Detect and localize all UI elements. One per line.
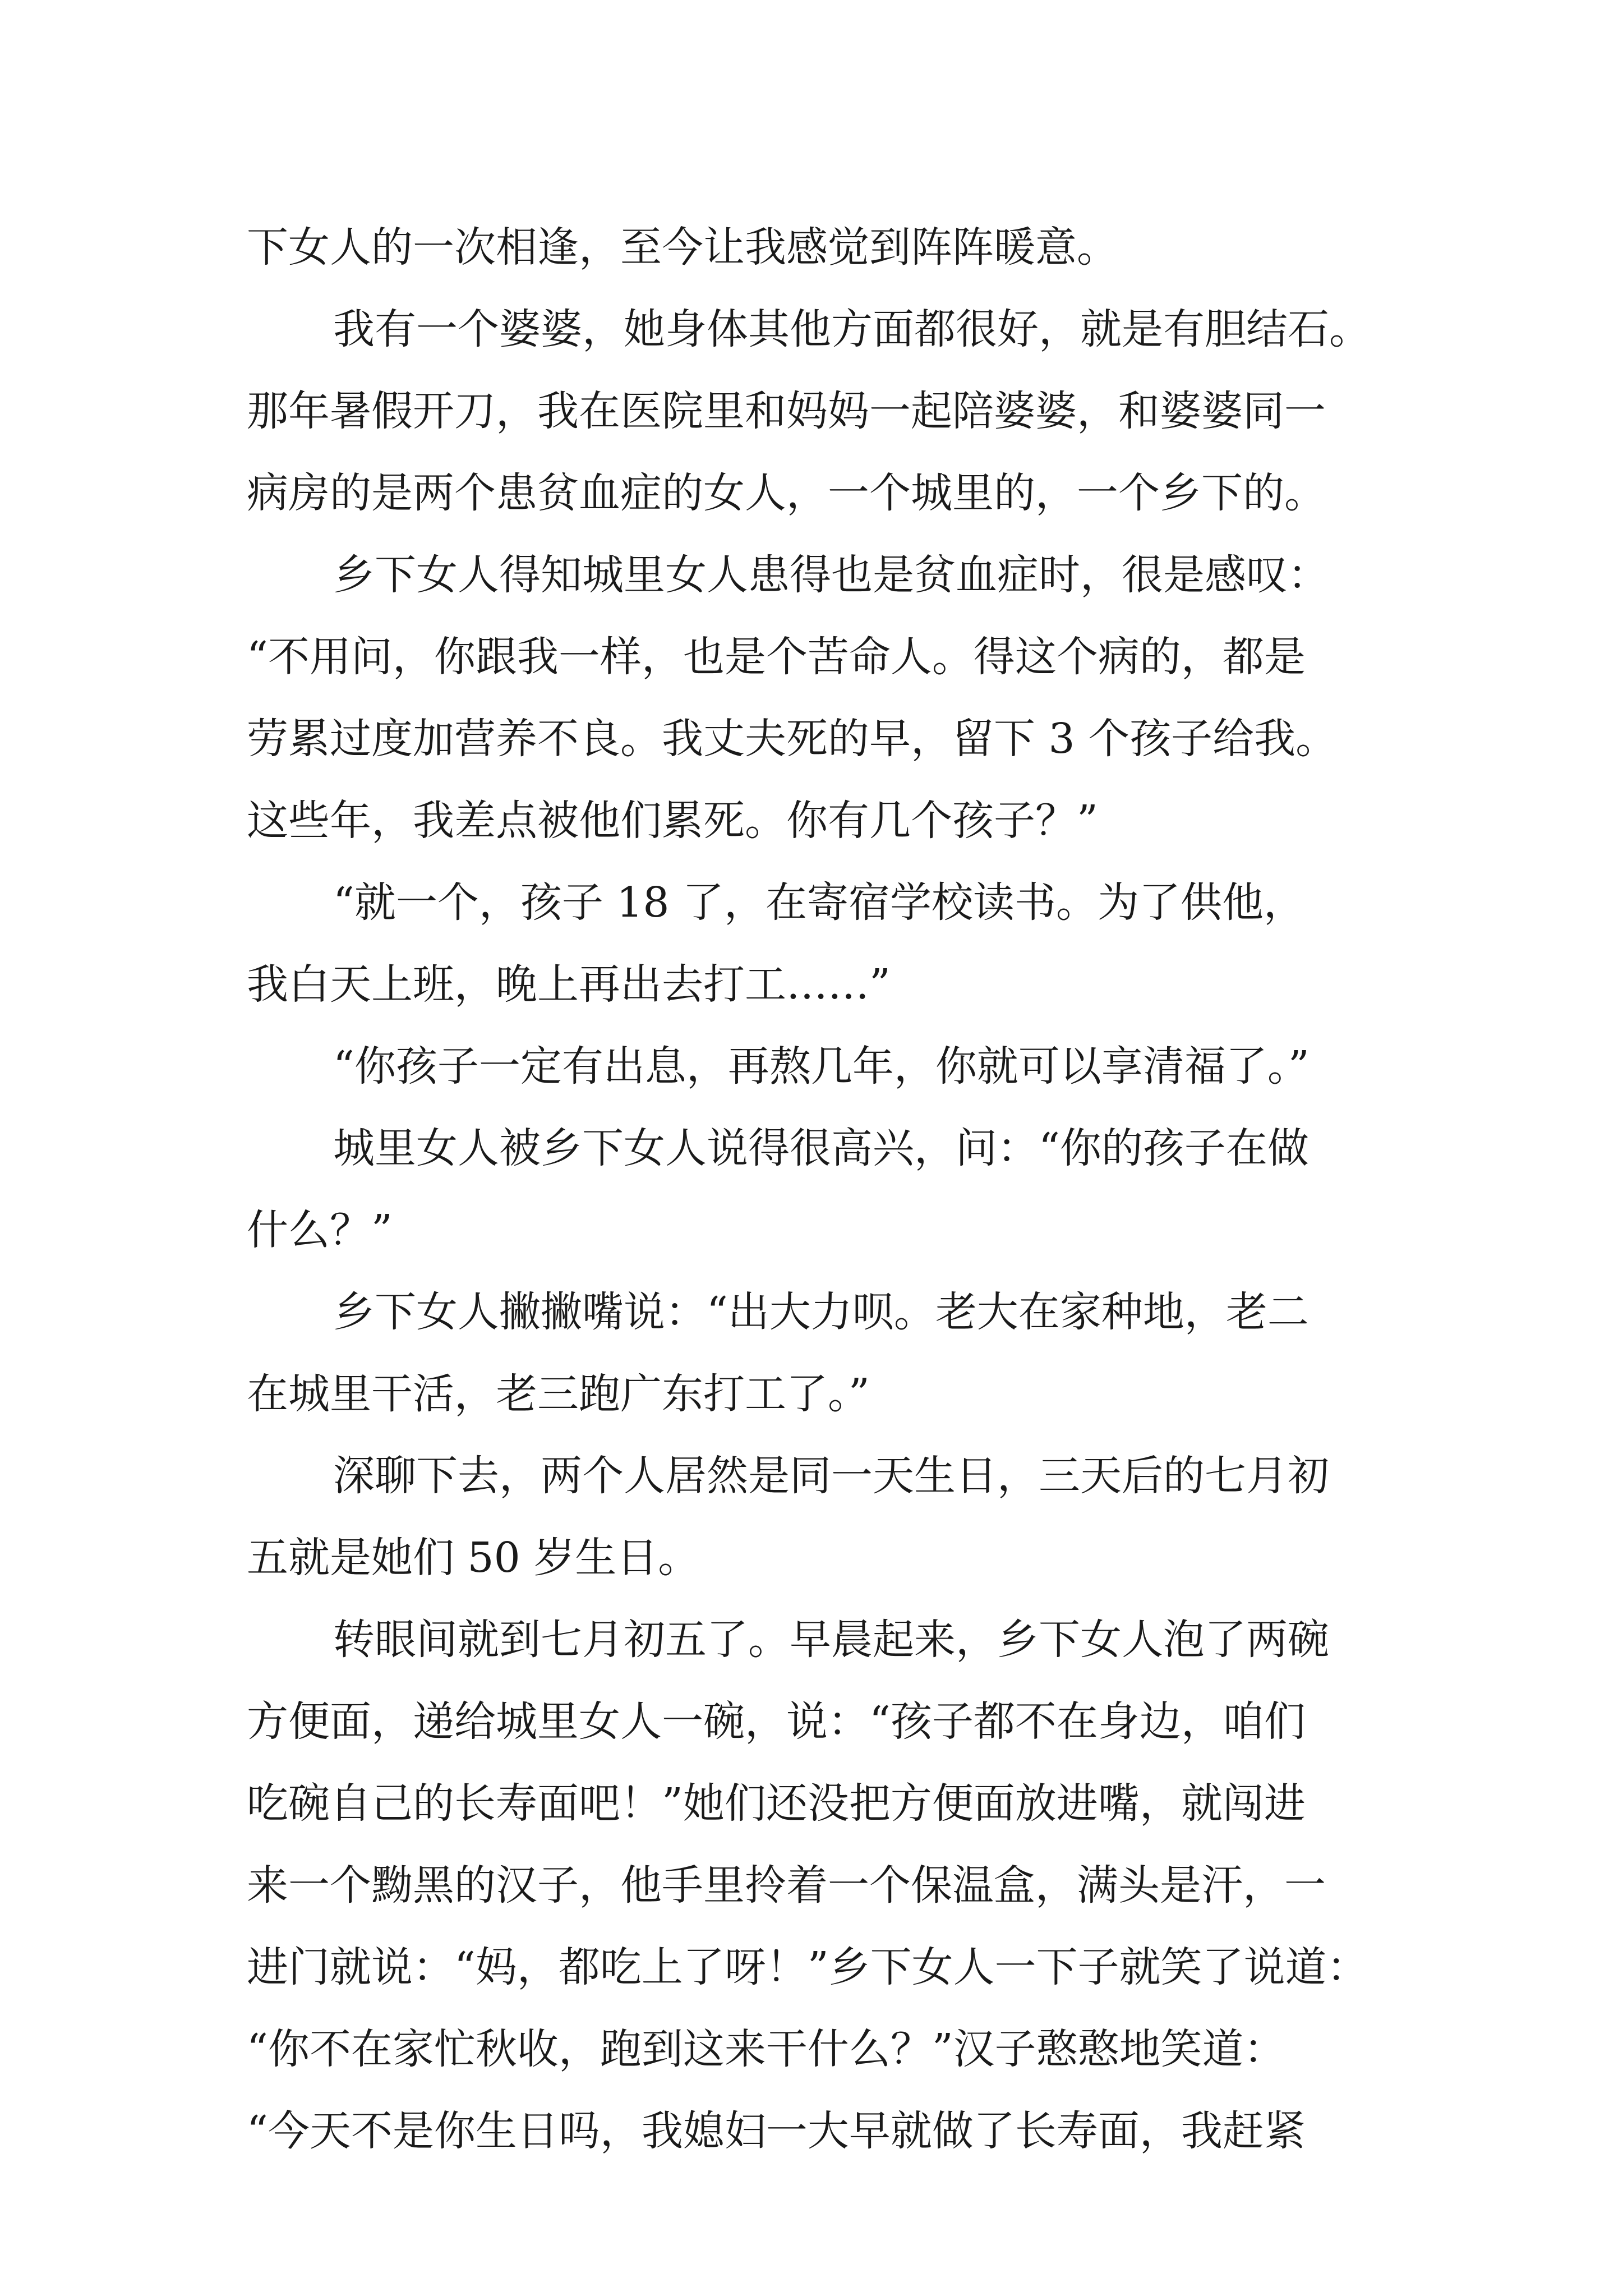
text-line: “你不在家忙秋收，跑到这来干什么？”汉子憨憨地笑道：: [247, 2025, 1285, 2073]
text-line: 我有一个婆婆，她身体其他方面都很好，就是有胆结石。: [333, 305, 1371, 353]
text-line: 吃碗自己的长寿面吧！”她们还没把方便面放进嘴，就闯进: [247, 1779, 1306, 1828]
text-line: 那年暑假开刀，我在医院里和妈妈一起陪婆婆，和婆婆同一: [247, 387, 1326, 435]
text-line: 来一个黝黑的汉子，他手里拎着一个保温盒，满头是汗，一: [247, 1861, 1326, 1910]
text-line: 乡下女人得知城里女人患得也是贫血症时，很是感叹：: [333, 551, 1329, 599]
text-line: 五就是她们 50 岁生日。: [247, 1534, 700, 1582]
text-line: 乡下女人撇撇嘴说：“出大力呗。老大在家种地，老二: [333, 1288, 1309, 1336]
text-line: 劳累过度加营养不良。我丈夫死的早，留下 3 个孩子给我。: [247, 715, 1338, 763]
text-line: 城里女人被乡下女人说得很高兴，问：“你的孩子在做: [333, 1124, 1309, 1172]
text-line: “就一个，孩子 18 了，在寄宿学校读书。为了供他，: [333, 878, 1306, 927]
text-line: 我白天上班，晚上再出去打工……”: [247, 960, 891, 1009]
text-line: 深聊下去，两个人居然是同一天生日，三天后的七月初: [333, 1452, 1329, 1500]
text-line: 病房的是两个患贫血症的女人，一个城里的，一个乡下的。: [247, 469, 1326, 517]
text-line: “不用问，你跟我一样，也是个苦命人。得这个病的，都是: [247, 633, 1306, 681]
text-line: 下女人的一次相逢，至今让我感觉到阵阵暖意。: [247, 223, 1118, 272]
text-line: “今天不是你生日吗，我媳妇一大早就做了长寿面，我赶紧: [247, 2107, 1306, 2155]
text-line: 转眼间就到七月初五了。早晨起来，乡下女人泡了两碗: [333, 1616, 1329, 1664]
text-line: 方便面，递给城里女人一碗，说：“孩子都不在身边，咱们: [247, 1697, 1306, 1746]
text-line: 这些年，我差点被他们累死。你有几个孩子？”: [247, 797, 1098, 845]
text-line: 在城里干活，老三跑广东打工了。”: [247, 1370, 870, 1418]
body-text: [247, 206, 1391, 2172]
text-line: “你孩子一定有出息，再熬几年，你就可以享清福了。”: [333, 1042, 1310, 1091]
text-line: 什么？”: [247, 1206, 393, 1254]
text-line: 进门就说：“妈，都吃上了呀！”乡下女人一下子就笑了说道：: [247, 1943, 1368, 1991]
